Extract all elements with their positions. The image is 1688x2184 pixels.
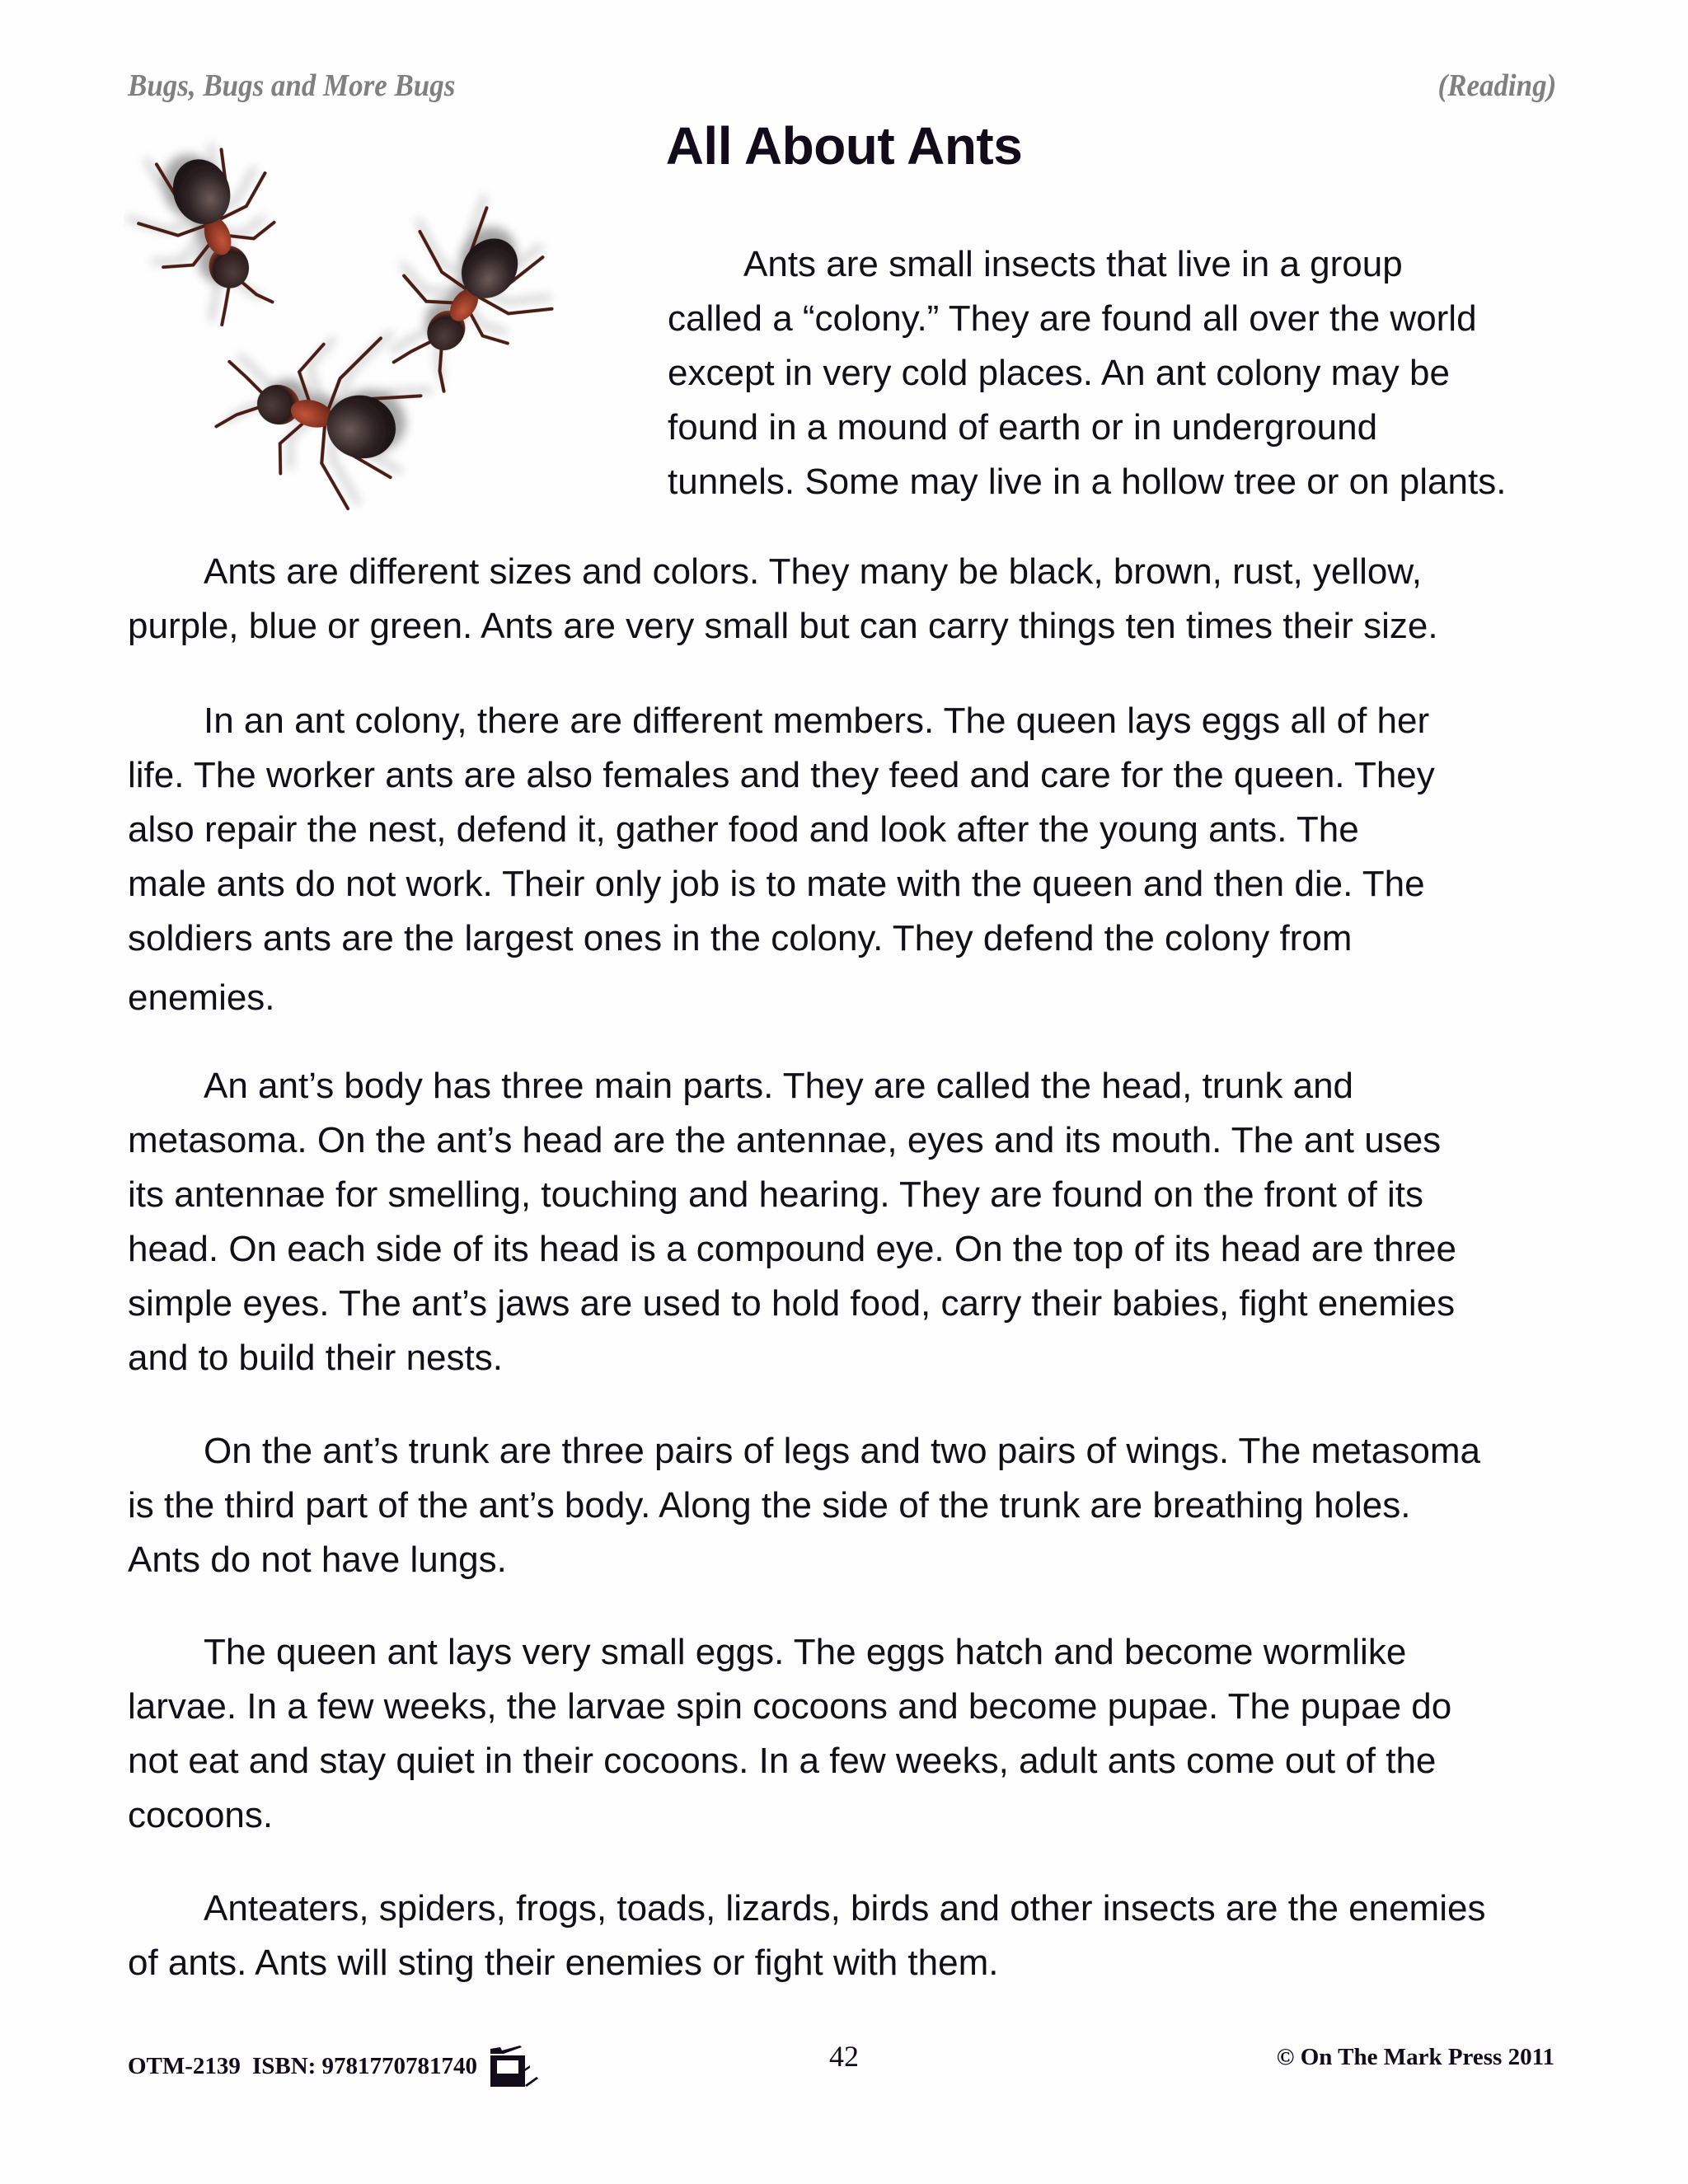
text-line: In an ant colony, there are different members. The queen lays eggs all of her	[204, 701, 1430, 741]
text-line: On the ant’s trunk are three pairs of legs and two pairs of wings. The metasoma	[204, 1431, 1480, 1471]
text-line: except in very cold places. An ant colony may be	[668, 353, 1450, 393]
product-code: OTM-2139	[128, 2052, 241, 2079]
copyright: © On The Mark Press 2011	[1276, 2044, 1554, 2070]
text-line: life. The worker ants are also females and they feed and care for the queen. They	[128, 755, 1435, 795]
text-line: cocoons.	[128, 1795, 274, 1835]
text-line: not eat and stay quiet in their cocoons. In a few weeks, adult ants come out of the	[128, 1741, 1437, 1781]
text-line: is the third part of the ant’s body. Along the side of the trunk are breathing holes.	[128, 1485, 1411, 1526]
book-title-header: Bugs, Bugs and More Bugs	[128, 68, 456, 103]
text-line: head. On each side of its head is a compound eye. On the top of its head are three	[128, 1229, 1456, 1269]
text-line: The queen ant lays very small eggs. The eggs hatch and become wormlike	[204, 1632, 1407, 1672]
isbn: ISBN: 9781770781740	[251, 2052, 478, 2079]
text-line: Ants do not have lungs.	[128, 1540, 507, 1580]
paragraph-enemies	[128, 1882, 1562, 1990]
text-line: called a “colony.” They are found all over the world	[668, 298, 1477, 339]
paragraph-body-parts	[128, 1059, 1562, 1385]
text-line: its antennae for smelling, touching and hearing. They are found on the front of its	[128, 1174, 1423, 1215]
page-title: All About Ants	[665, 116, 1023, 176]
text-line: enemies.	[128, 977, 275, 1018]
text-line: simple eyes. The ant’s jaws are used to hold food, carry their babies, fight enemies	[128, 1283, 1456, 1324]
text-line: of ants. Ants will sting their enemies or fight with them.	[128, 1943, 999, 1983]
paragraph-intro	[668, 237, 1566, 509]
text-line: Anteaters, spiders, frogs, toads, lizards, birds and other insects are the enemies	[204, 1888, 1486, 1929]
paragraph-trunk	[128, 1424, 1562, 1587]
text-line: male ants do not work. Their only job is to mate with the queen and then die. The	[128, 864, 1425, 904]
text-line: soldiers ants are the largest ones in the colony. They defend the colony from	[128, 918, 1353, 958]
text-line: also repair the nest, defend it, gather food and look after the young ants. The	[128, 809, 1359, 850]
paragraph-life-cycle	[128, 1625, 1562, 1843]
paragraph-sizes-colors	[128, 545, 1562, 654]
page-number: 42	[829, 2040, 859, 2073]
text-line: An ant’s body has three main parts. They are called the head, trunk and	[204, 1066, 1354, 1106]
text-line: Ants are different sizes and colors. They many be black, brown, rust, yellow,	[204, 551, 1422, 592]
text-line: metasoma. On the ant’s head are the antennae, eyes and its mouth. The ant uses	[128, 1120, 1442, 1160]
paragraph-colony-members	[128, 694, 1562, 1025]
text-line: larvae. In a few weeks, the larvae spin cocoons and become pupae. The pupae do	[128, 1686, 1452, 1727]
ants-illustration-icon	[124, 120, 668, 523]
text-line: Ants are small insects that live in a group	[743, 244, 1403, 284]
section-label-header: (Reading)	[1437, 68, 1556, 103]
text-line: purple, blue or green. Ants are very small but can carry things ten times their size.	[128, 606, 1438, 646]
text-line: tunnels. Some may live in a hollow tree or on plants.	[668, 462, 1507, 502]
text-line: found in a mound of earth or in underground	[668, 407, 1378, 448]
text-line: and to build their nests.	[128, 1338, 503, 1378]
